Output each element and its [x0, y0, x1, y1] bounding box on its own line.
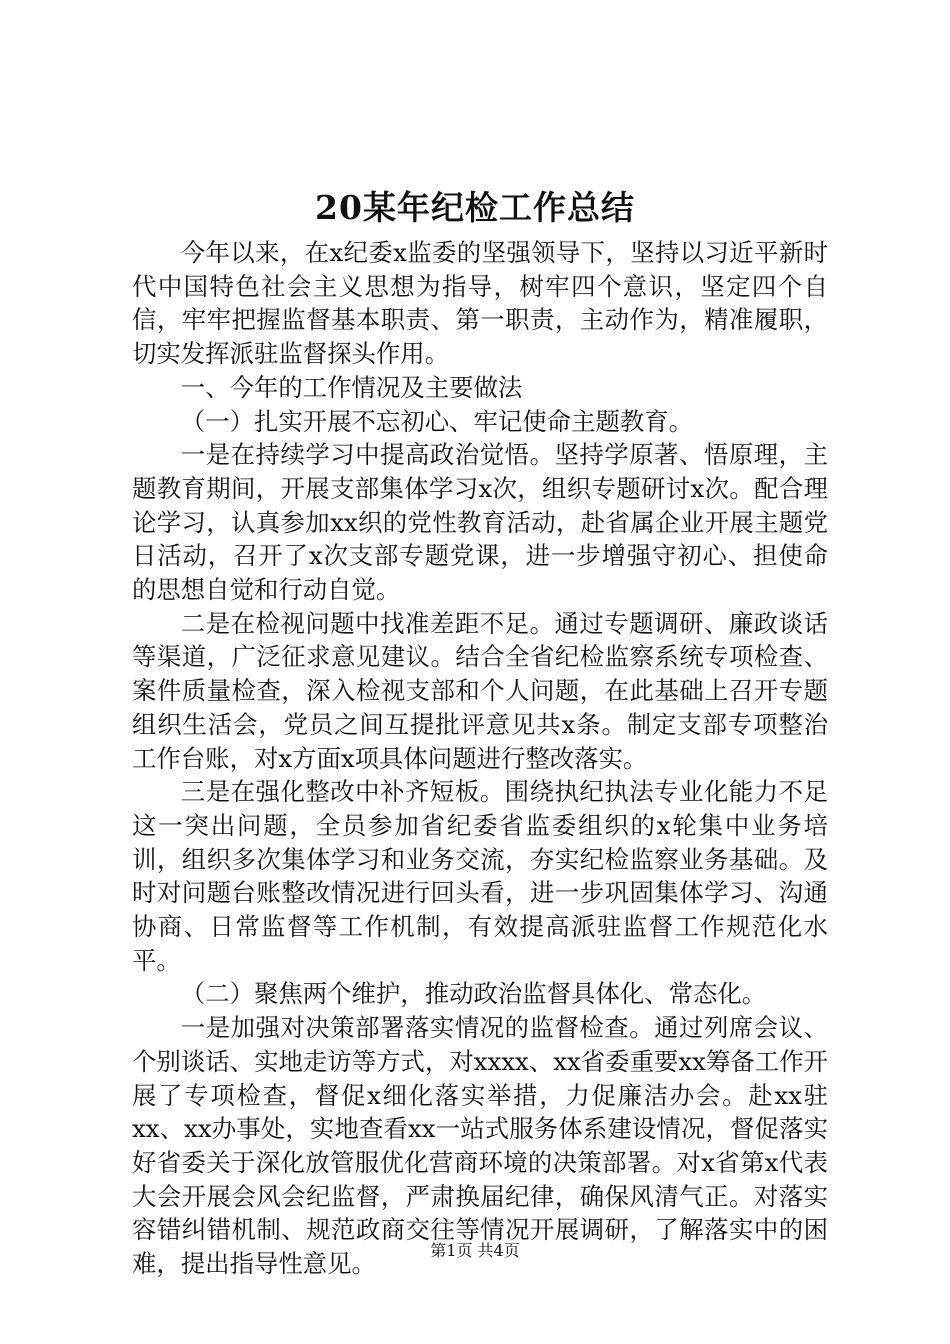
paragraph-intro: 今年以来，在x纪委x监委的坚强领导下，坚持以习近平新时代中国特色社会主义思想为指导，树牢四个意识，坚定四个自信，牢牢把握监督基本职责、第一职责，主动作为，精准履职，切实发挥派驻监督探头作用。	[132, 238, 828, 369]
document-body	[132, 236, 828, 1281]
subsection-heading-1: （一）扎实开展不忘初心、牢记使命主题教育。	[180, 406, 694, 436]
document-title: 20某年纪检工作总结	[315, 188, 635, 227]
paragraph-item-1-3: 三是在强化整改中补齐短板。围绕执纪执法专业化能力不足这一突出问题，全员参加省纪委省监委组织的x轮集中业务培训，组织多次集体学习和业务交流，夯实纪检监察业务基础。及时对问题台账整改情况进行回头看，进一步巩固集体学习、沟通协商、日常监督等工作机制，有效提高派驻监督工作规范化水平。	[132, 777, 828, 975]
paragraph-item-1-1: 一是在持续学习中提高政治觉悟。坚持学原著、悟原理，主题教育期间，开展支部集体学习x次，组织专题研讨x次。配合理论学习，认真参加xx织的党性教育活动，赴省属企业开展主题党日活动，召开了x次支部专题党课，进一步增强守初心、担使命的思想自觉和行动自觉。	[132, 440, 828, 605]
paragraph-item-1-2: 二是在检视问题中找准差距不足。通过专题调研、廉政谈话等渠道，广泛征求意见建议。结合全省纪检监察系统专项检查、案件质量检查，深入检视支部和个人问题，在此基础上召开专题组织生活会，党员之间互提批评意见共x条。制定支部专项整治工作台账，对x方面x项具体问题进行整改落实。	[132, 608, 828, 773]
page-number-footer: 第1页 共4页	[430, 1241, 520, 1260]
subsection-heading-2: （二）聚焦两个维护，推动政治监督具体化、常态化。	[180, 979, 767, 1009]
section-heading-1: 一、今年的工作情况及主要做法	[180, 372, 523, 402]
paragraph-item-2-1: 一是加强对决策部署落实情况的监督检查。通过列席会议、个别谈话、实地走访等方式，对xxxx、xx省委重要xx筹备工作开展了专项检查，督促x细化落实举措，力促廉洁办会。赴xx驻xx、xx办事处，实地查看xx一站式服务体系建设情况，督促落实好省委关于深化放管服优化营商环境的决策部署。对x省第x代表大会开展会风会纪监督，严肃换届纪律，确保风清气正。对落实容错纠错机制、规范政商交往等情况开展调研，了解落实中的困难，提出指导性意见。	[132, 1013, 828, 1279]
